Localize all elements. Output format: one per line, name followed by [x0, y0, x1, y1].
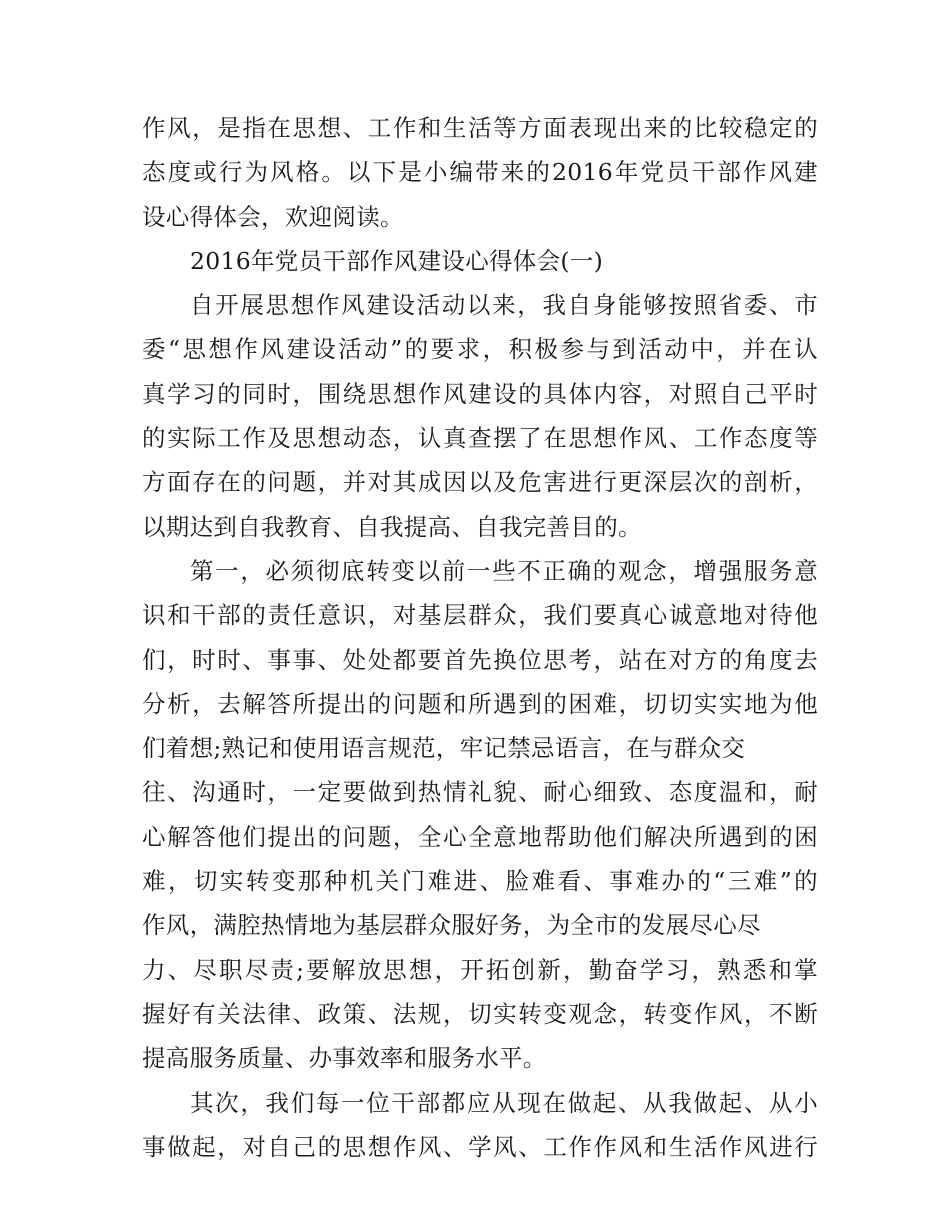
text-line: 作风，是指在思想、工作和生活等方面表现出来的比较稳定的: [142, 114, 818, 142]
text-line: 的实际工作及思想动态，认真查摆了在思想作风、工作态度等: [142, 424, 818, 453]
text-line: 态度或行为风格。以下是小编带来的2016年党员干部作风建: [142, 158, 818, 187]
text-line: 识和干部的责任意识，对基层群众，我们要真心诚意地对待他: [142, 601, 818, 630]
text-line: 握好有关法律、政策、法规，切实转变观念，转变作风，不断: [142, 999, 818, 1028]
text-line: 第一，必须彻底转变以前一些不正确的观念，增强服务意: [190, 556, 818, 585]
text-line: 以期达到自我教育、自我提高、自我完善目的。: [142, 512, 642, 541]
text-line: 分析，去解答所提出的问题和所遇到的困难，切切实实地为他: [142, 689, 818, 718]
text-line: 设心得体会，欢迎阅读。: [142, 202, 404, 231]
text-line: 作风，满腔热情地为基层群众服好务，为全市的发展尽心尽: [142, 911, 761, 940]
text-line: 们，时时、事事、处处都要首先换位思考，站在对方的角度去: [142, 645, 818, 674]
text-line: 其次，我们每一位干部都应从现在做起、从我做起、从小: [190, 1088, 818, 1117]
text-line: 方面存在的问题，并对其成因以及危害进行更深层次的剖析，: [142, 468, 818, 497]
text-line: 委“思想作风建设活动”的要求，积极参与到活动中，并在认: [142, 335, 818, 364]
text-line: 自开展思想作风建设活动以来，我自身能够按照省委、市: [190, 291, 818, 320]
text-line: 事做起，对自己的思想作风、学风、工作作风和生活作风进行: [142, 1132, 818, 1161]
text-line: 提高服务质量、办事效率和服务水平。: [142, 1044, 547, 1073]
text-line: 往、沟通时，一定要做到热情礼貌、耐心细致、态度温和，耐: [142, 778, 818, 807]
text-line: 难，切实转变那种机关门难进、脸难看、事难办的“三难”的: [142, 867, 818, 896]
document-body: [142, 106, 818, 1169]
text-line: 力、尽职尽责;要解放思想，开拓创新，勤奋学习，熟悉和掌: [142, 955, 818, 984]
section-heading: 2016年党员干部作风建设心得体会(一): [190, 246, 604, 275]
text-line: 心解答他们提出的问题，全心全意地帮助他们解决所遇到的困: [142, 822, 818, 851]
text-line: 们着想;熟记和使用语言规范，牢记禁忌语言，在与群众交: [142, 734, 746, 763]
text-line: 真学习的同时，围绕思想作风建设的具体内容，对照自己平时: [142, 379, 818, 408]
